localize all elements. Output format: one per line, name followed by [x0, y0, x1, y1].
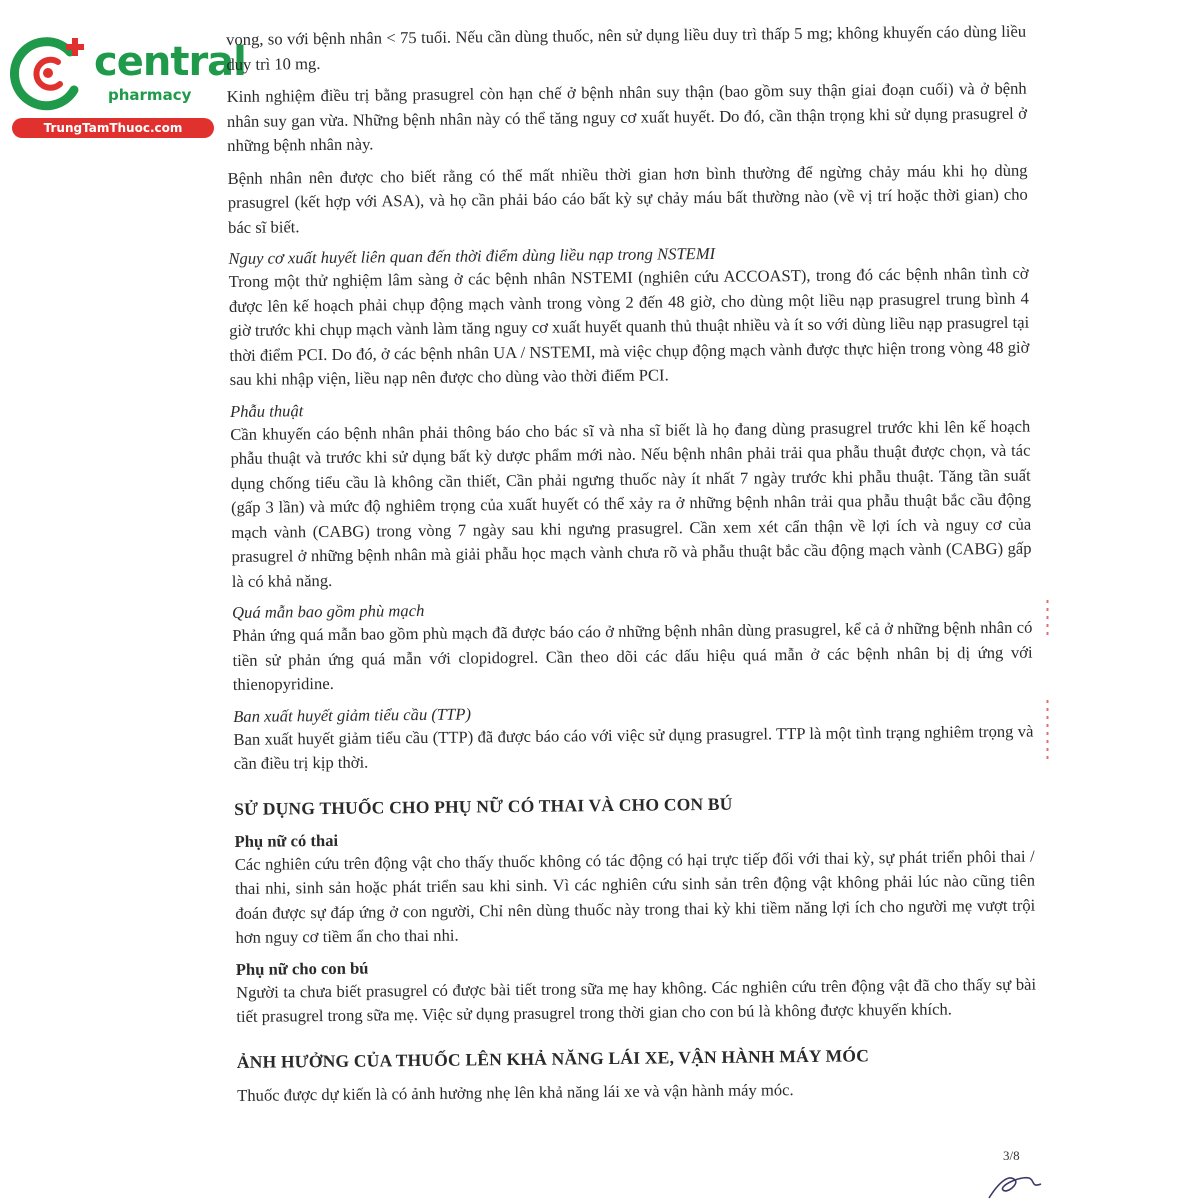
- signature-icon: [985, 1172, 1045, 1200]
- logo-mark-icon: [8, 32, 94, 114]
- document-body: [226, 20, 1037, 1116]
- subheading: Ban xuất huyết giảm tiểu cầu (TTP): [233, 703, 472, 726]
- paragraph: Cần khuyến cáo bệnh nhân phải thông báo cho bác sĩ và nha sĩ biết là họ đang dùng prasugrel trước khi lên kế hoạch phẫu thuật và trước khi sử dụng bất kỳ dược phẩm mới nào. Nếu bệnh nhân phải trải qua phẫu thuật được chọn, và tác dụng chống tiểu cầu là không cần thiết, Cần phải ngưng thuốc này ít nhất 7 ngày trước khi phẫu thuật. Tăng tần suất (gấp 3 lần) và mức độ nghiêm trọng của xuất huyết có thể xảy ra ở những bệnh nhân trải qua phẫu thuật bắc cầu động mạch vành (CABG) trong vòng 7 ngày sau khi ngưng prasugrel. Cần xem xét cẩn thận về lợi ích và nguy cơ của prasugrel ở những bệnh nhân mà giải phẫu học mạch vành chưa rõ và phẫu thuật bắc cầu động mạch vành (CABG) gấp là có khả năng.: [230, 416, 1032, 591]
- section-heading: ẢNH HƯỞNG CỦA THUỐC LÊN KHẢ NĂNG LÁI XE, VẬN HÀNH MÁY MÓC: [236, 1044, 870, 1072]
- paragraph: Ban xuất huyết giảm tiểu cầu (TTP) đã được báo cáo với việc sử dụng prasugrel. TTP là một tình trạng nghiêm trọng và cần điều trị kịp thời.: [233, 721, 1034, 773]
- paragraph: Người ta chưa biết prasugrel có được bài tiết trong sữa mẹ hay không. Các nghiên cứu trên động vật đã cho thấy sự bài tiết prasugrel trong sữa mẹ. Việc sử dụng prasugrel trong thời gian cho con bú là không được khuyến khích.: [235, 974, 1037, 1026]
- bold-subheading: Phụ nữ có thai: [234, 830, 339, 851]
- section-heading: SỬ DỤNG THUỐC CHO PHỤ NỮ CÓ THAI VÀ CHO CON BÚ: [234, 793, 733, 819]
- logo-url-badge[interactable]: TrungTamThuoc.com: [12, 118, 214, 138]
- paragraph: Thuốc được dự kiến là có ảnh hưởng nhẹ lên khả năng lái xe và vận hành máy móc.: [237, 1079, 794, 1105]
- paragraph: Trong một thử nghiệm lâm sàng ở các bệnh nhân NSTEMI (nghiên cứu ACCOAST), trong đó các bệnh nhân tình cờ được lên kế hoạch phải chụp động mạch vành trong vòng 2 đến 48 giờ, cho dùng một liều nạp prasugrel trung bình 4 giờ trước khi chụp mạch vành làm tăng nguy cơ xuất huyết quanh thủ thuật nhiều và ít so với dùng liều nạp prasugrel tại thời điểm PCI. Do đó, ở các bệnh nhân UA / NSTEMI, mà việc chụp động mạch vành được thực hiện trong vòng 48 giờ sau khi nhập viện, liều nạp nên được cho dùng vào thời điểm PCI.: [228, 263, 1030, 389]
- central-pharmacy-logo: [8, 32, 246, 142]
- subheading: Phẫu thuật: [229, 400, 304, 421]
- paragraph: Các nghiên cứu trên động vật cho thấy thuốc không có tác động có hại trực tiếp đối với thai kỳ, sự phát triển phôi thai / thai nhi, sinh sản hoặc phát triển sau khi sinh. Vì các nghiên cứu sinh sản trên động vật không phải lúc nào cũng tiên đoán được sự đáp ứng ở con người, Chỉ nên dùng thuốc này trong thai kỳ khi tiềm năng lợi ích cho người mẹ vượt trội hơn nguy cơ tiềm ẩn cho thai nhi.: [234, 846, 1036, 947]
- page-number: 3/8: [1003, 1148, 1020, 1163]
- scan-edge-mark: [1046, 600, 1049, 760]
- subheading: Nguy cơ xuất huyết liên quan đến thời điểm dùng liều nạp trong NSTEMI: [228, 243, 716, 268]
- paragraph: Kinh nghiệm điều trị bằng prasugrel còn hạn chế ở bệnh nhân suy thận (bao gồm suy thận giai đoạn cuối) và ở bệnh nhân suy gan vừa. Những bệnh nhân này có thể tăng nguy cơ xuất huyết. Do đó, cần thận trọng khi sử dụng prasugrel ở những bệnh nhân này.: [226, 78, 1028, 155]
- paragraph: Phản ứng quá mẫn bao gồm phù mạch đã được báo cáo ở những bệnh nhân dùng prasugrel, kể cả ở những bệnh nhân có tiền sử phản ứng quá mẫn với clopidogrel. Cần theo dõi các dấu hiệu quá mẫn ở các bệnh nhân bị dị ứng với thienopyridine.: [232, 617, 1033, 694]
- paragraph: vong, so với bệnh nhân < 75 tuổi. Nếu cần dùng thuốc, nên sử dụng liều duy trì thấp 5 mg; không khuyến cáo dùng liều duy trì 10 mg.: [226, 21, 1027, 74]
- subheading: Quá mẫn bao gồm phù mạch: [232, 600, 425, 622]
- paragraph: Bệnh nhân nên được cho biết rằng có thể mất nhiều thời gian hơn bình thường để ngừng chảy máu khi họ dùng prasugrel (kết hợp với ASA), và họ cần phải báo cáo bất kỳ sự chảy máu bất thường nào (về vị trí hoặc thời gian) cho bác sĩ biết.: [227, 160, 1028, 237]
- logo-subtitle: pharmacy: [108, 86, 192, 104]
- bold-subheading: Phụ nữ cho con bú: [235, 958, 369, 979]
- logo-brand-text: central: [94, 39, 246, 85]
